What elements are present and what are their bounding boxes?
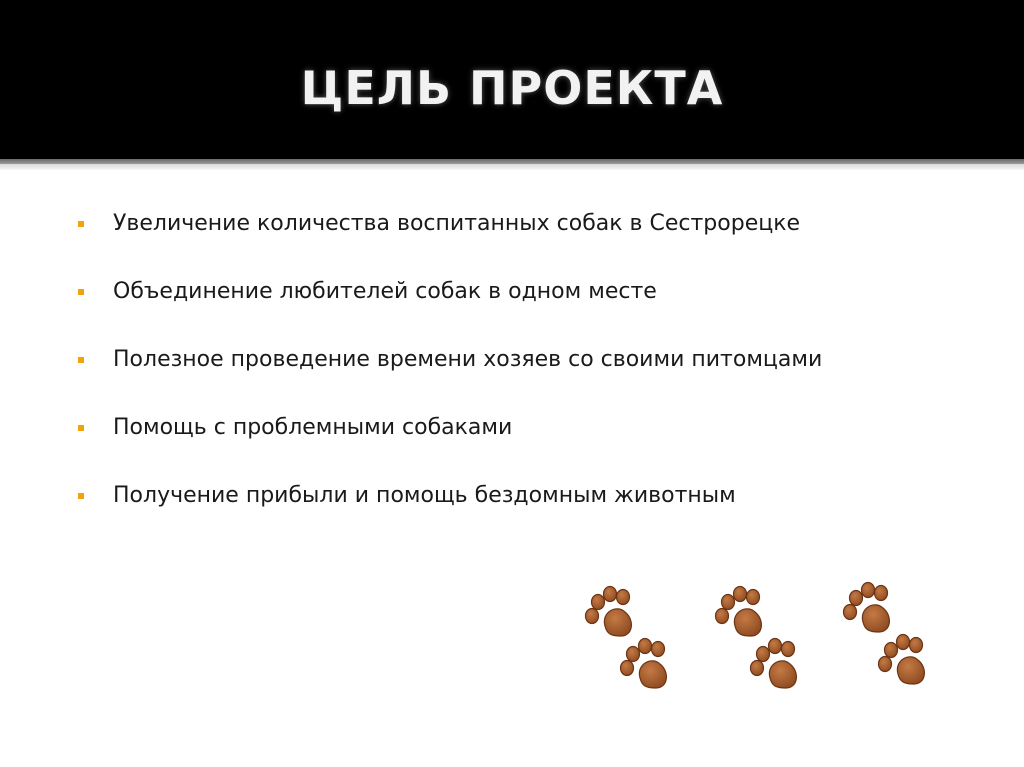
paw-print-icon bbox=[586, 587, 632, 637]
bullet-text: Объединение любителей собак в одном месте bbox=[113, 279, 657, 304]
paw-print-icon bbox=[716, 587, 762, 637]
bullet-marker-icon bbox=[78, 289, 84, 295]
list-item bbox=[78, 274, 822, 342]
paw-prints-icon bbox=[570, 578, 950, 708]
slide-title: ЦЕЛЬ ПРОЕКТА bbox=[300, 61, 724, 115]
paw-print-icon bbox=[751, 639, 797, 689]
list-item bbox=[78, 410, 822, 478]
bullet-text: Помощь с проблемными собаками bbox=[113, 415, 513, 440]
paw-print-icon bbox=[844, 583, 890, 633]
paw-print-icon bbox=[879, 635, 925, 685]
bullet-marker-icon bbox=[78, 425, 84, 431]
bullet-text: Полезное проведение времени хозяев со своими питомцами bbox=[113, 347, 823, 372]
bullet-marker-icon bbox=[78, 357, 84, 363]
bullet-text: Получение прибыли и помощь бездомным животным bbox=[113, 483, 736, 508]
paw-print-icon bbox=[621, 639, 667, 689]
title-divider-shadow bbox=[0, 164, 1024, 170]
bullet-list bbox=[78, 206, 822, 546]
bullet-text: Увеличение количества воспитанных собак в Сестрорецке bbox=[113, 211, 801, 236]
list-item bbox=[78, 342, 822, 410]
bullet-marker-icon bbox=[78, 493, 84, 499]
bullet-marker-icon bbox=[78, 221, 84, 227]
title-band bbox=[0, 0, 1024, 159]
list-item bbox=[78, 206, 822, 274]
list-item bbox=[78, 478, 822, 546]
